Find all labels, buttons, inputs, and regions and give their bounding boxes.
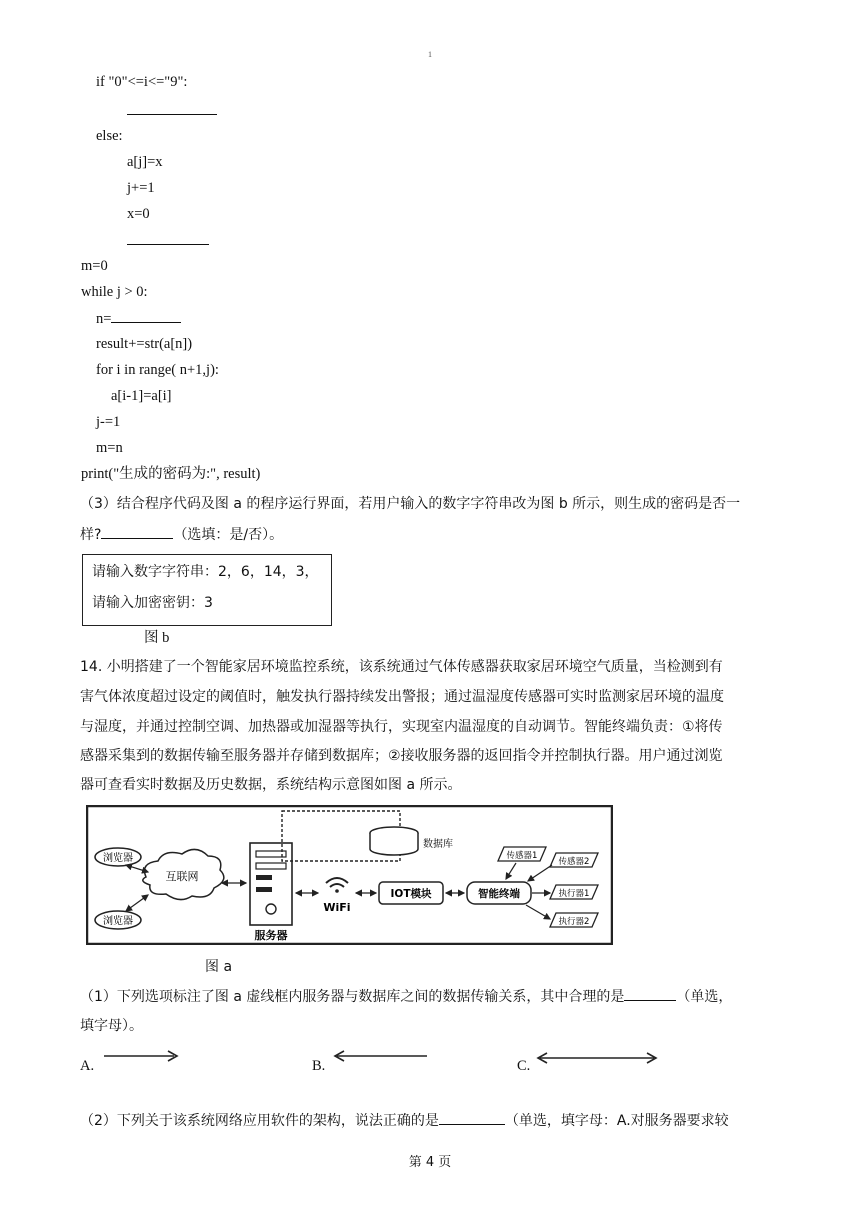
wifi-label: WiFi [323, 901, 351, 914]
code-line: x=0 [127, 206, 150, 222]
figure-b-caption: 图 b [144, 630, 170, 646]
subquestion-1-text: （1）下列选项标注了图 a 虚线框内服务器与数据库之间的数据传输关系，其中合理的是 （单选， [80, 986, 732, 1007]
option-b-arrow-left [332, 1048, 430, 1064]
internet-label: 互联网 [165, 870, 199, 883]
question-14-text: 14. 小明搭建了一个智能家居环境监控系统，该系统通过气体传感器获取家居环境空气质量，当检测到有 [80, 659, 723, 675]
sensor-2-label: 传感器2 [558, 857, 590, 867]
code-blank [127, 100, 217, 121]
code-line: j+=1 [127, 180, 155, 196]
code-line: m=n [96, 440, 123, 456]
page-number: 第 4 页 [408, 1155, 452, 1170]
question-14-text: 感器采集到的数据传输至服务器并存储到数据库；②接收服务器的返回指令并控制执行器。用户通过浏览 [80, 748, 723, 764]
system-architecture-diagram [86, 805, 613, 945]
figure-b-input2: 请输入加密密钥：3 [92, 595, 213, 611]
code-line: if "0"<=i<="9": [96, 74, 188, 90]
question-3-text: 样? （选填：是/否）。 [80, 524, 283, 545]
option-b-label: B. [312, 1058, 326, 1074]
browser-1-label: 浏览器 [103, 853, 133, 864]
figure-b-input1: 请输入数字字符串：2，6，14，3， [92, 564, 319, 580]
actuator-1-label: 执行器1 [558, 889, 590, 899]
code-line: result+=str(a[n]) [96, 336, 193, 352]
code-line: while j > 0: [81, 284, 148, 300]
option-a-arrow-right [102, 1048, 180, 1064]
option-c-arrow-bidirectional [536, 1050, 658, 1066]
code-line: else: [96, 128, 123, 144]
question-14-text: 与湿度，并通过控制空调、加热器或加湿器等执行，实现室内温湿度的自动调节。智能终端负责：①将传 [80, 719, 723, 735]
sensor-1-label: 传感器1 [506, 851, 538, 861]
figure-b-box [82, 554, 332, 626]
code-line: a[i-1]=a[i] [111, 388, 172, 404]
code-line: m=0 [81, 258, 108, 274]
database-label: 数据库 [423, 839, 453, 850]
code-line: j-=1 [96, 414, 121, 430]
question-14-text: 器可查看实时数据及历史数据，系统结构示意图如图 a 所示。 [80, 777, 462, 793]
question-14-text: 害气体浓度超过设定的阈值时，触发执行器持续发出警报；通过温湿度传感器可实时监测家居环境的温度 [80, 689, 724, 705]
code-line: for i in range( n+1,j): [96, 362, 219, 378]
code-line: n= [96, 308, 181, 329]
option-c-label: C. [517, 1058, 531, 1074]
option-a-label: A. [80, 1058, 95, 1074]
code-line: print("生成的密码为:", result) [81, 466, 261, 482]
code-line: a[j]=x [127, 154, 163, 170]
browser-2-label: 浏览器 [103, 916, 133, 927]
smart-terminal-label: 智能终端 [478, 888, 520, 900]
server-label: 服务器 [254, 929, 288, 942]
page-mark: 1 [428, 50, 432, 59]
code-blank [127, 230, 209, 251]
database-icon [370, 833, 418, 855]
subquestion-1-text: 填字母）。 [80, 1018, 143, 1034]
iot-module-label: IOT模块 [390, 888, 432, 900]
subquestion-2-text: （2）下列关于该系统网络应用软件的架构，说法正确的是 （单选，填字母：A.对服务器要求较 [80, 1110, 729, 1131]
question-3-text: （3）结合程序代码及图 a 的程序运行界面，若用户输入的数字字符串改为图 b 所示，则生成的密码是否一 [80, 496, 741, 512]
figure-a-caption: 图 a [205, 959, 233, 975]
actuator-2-label: 执行器2 [558, 917, 590, 927]
